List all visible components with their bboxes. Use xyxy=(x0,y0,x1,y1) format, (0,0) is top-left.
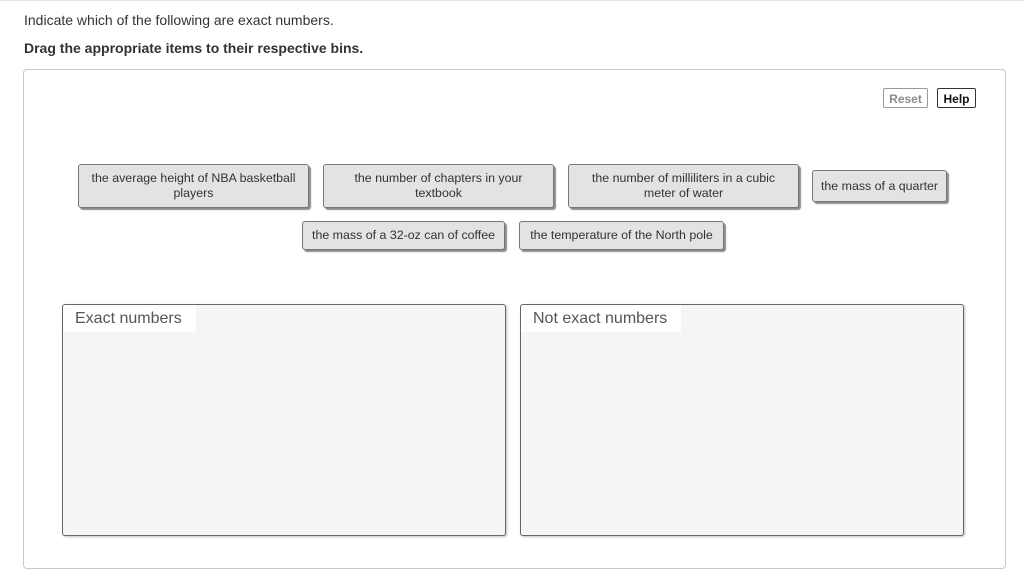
bin-exact-numbers[interactable] xyxy=(62,304,506,536)
drag-item-chapters-textbook[interactable]: the number of chapters in your textbook xyxy=(323,164,554,208)
drag-instruction: Drag the appropriate items to their respective bins. xyxy=(24,40,364,56)
bin-label-not-exact: Not exact numbers xyxy=(521,305,681,332)
drag-item-milliliters-cubic-meter[interactable]: the number of milliliters in a cubic meter of water xyxy=(568,164,799,208)
help-button[interactable]: Help xyxy=(937,88,976,108)
top-divider xyxy=(0,0,1024,1)
bin-not-exact-numbers[interactable] xyxy=(520,304,964,536)
drag-item-mass-quarter[interactable]: the mass of a quarter xyxy=(812,170,947,202)
drag-item-avg-height-nba[interactable]: the average height of NBA basketball players xyxy=(78,164,309,208)
question-instruction: Indicate which of the following are exact numbers. xyxy=(24,12,334,28)
drag-item-temperature-north-pole[interactable]: the temperature of the North pole xyxy=(519,221,724,250)
reset-button[interactable]: Reset xyxy=(883,88,928,108)
drag-item-mass-coffee-can[interactable]: the mass of a 32-oz can of coffee xyxy=(302,221,505,250)
bin-label-exact: Exact numbers xyxy=(63,305,196,332)
